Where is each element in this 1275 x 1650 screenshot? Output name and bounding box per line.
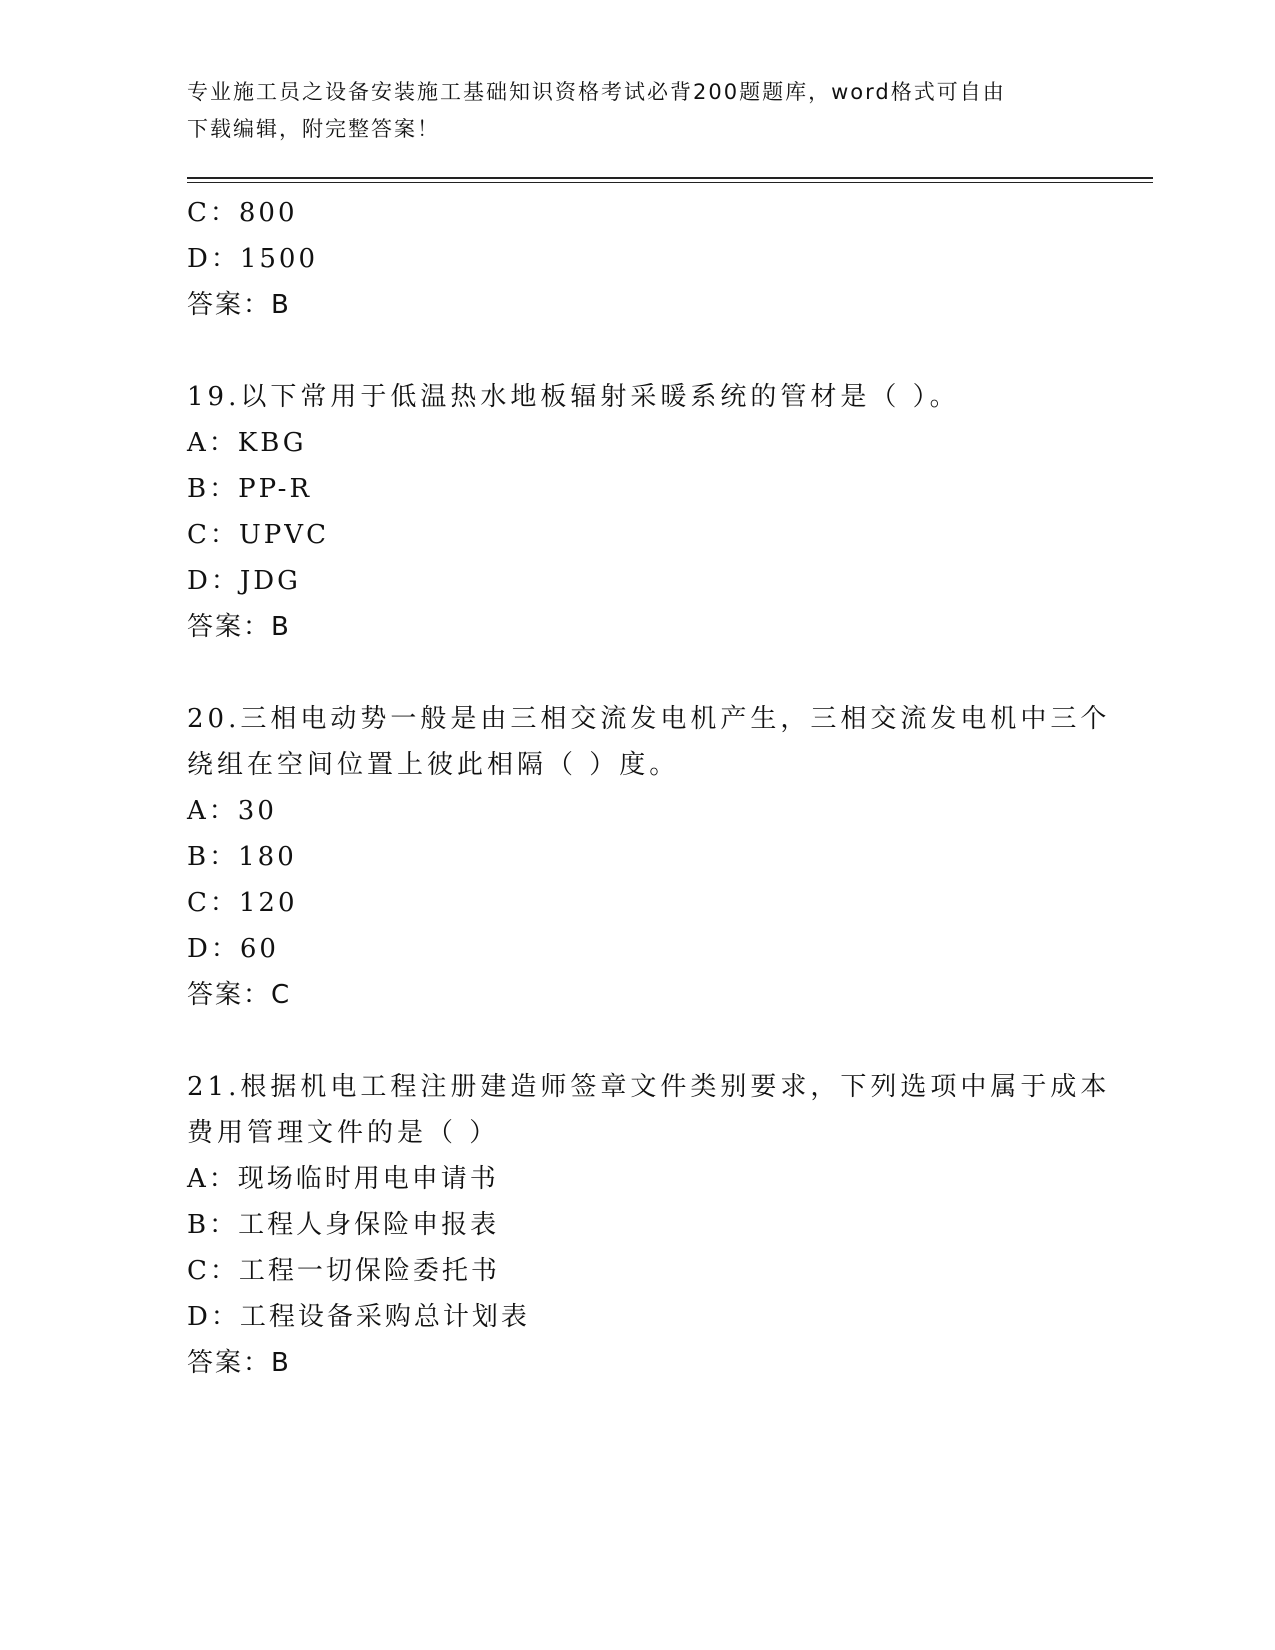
question-stem: 19.以下常用于低温热水地板辐射采暖系统的管材是（ ）。 [187,382,960,412]
option-line: C：工程一切保险委托书 [187,1256,500,1286]
option-line: D：JDG [187,566,301,596]
spacer [187,1018,1087,1064]
spacer [187,328,1087,374]
option-line: C：UPVC [187,520,329,550]
spacer [187,650,1087,696]
option-line: B：工程人身保险申报表 [187,1210,500,1240]
option-line: A：30 [187,796,277,826]
answer-line: 答案：C [187,980,292,1010]
option-line: A：现场临时用电申请书 [187,1164,499,1194]
header-divider-thin [187,182,1153,183]
document-header [187,74,1067,148]
option-line: B：PP-R [187,474,313,504]
answer-line: 答案：B [187,290,291,320]
option-line: D：60 [187,934,279,964]
header-line-2: 下载编辑，附完整答案！ [187,117,440,141]
question-20 [187,696,1111,1018]
option-line: D：工程设备采购总计划表 [187,1302,530,1332]
question-19 [187,374,1087,650]
option-line: C：800 [187,198,298,228]
question-stem: 21.根据机电工程注册建造师签章文件类别要求，下列选项中属于成本 [187,1072,1111,1102]
question-stem: 费用管理文件的是（ ） [187,1118,500,1148]
option-line: D：1500 [187,244,319,274]
header-divider-thick [187,177,1153,179]
header-line-1: 专业施工员之设备安装施工基础知识资格考试必背200题题库，word格式可自由 [187,80,1006,104]
option-line: C：120 [187,888,298,918]
option-line: B：180 [187,842,297,872]
previous-question-tail [187,190,1087,328]
question-stem: 绕组在空间位置上彼此相隔（ ）度。 [187,750,680,780]
answer-line: 答案：B [187,1348,291,1378]
answer-line: 答案：B [187,612,291,642]
question-stem: 20.三相电动势一般是由三相交流发电机产生，三相交流发电机中三个 [187,704,1111,734]
option-line: A：KBG [187,428,307,458]
question-list [187,190,1111,1386]
question-21 [187,1064,1111,1386]
